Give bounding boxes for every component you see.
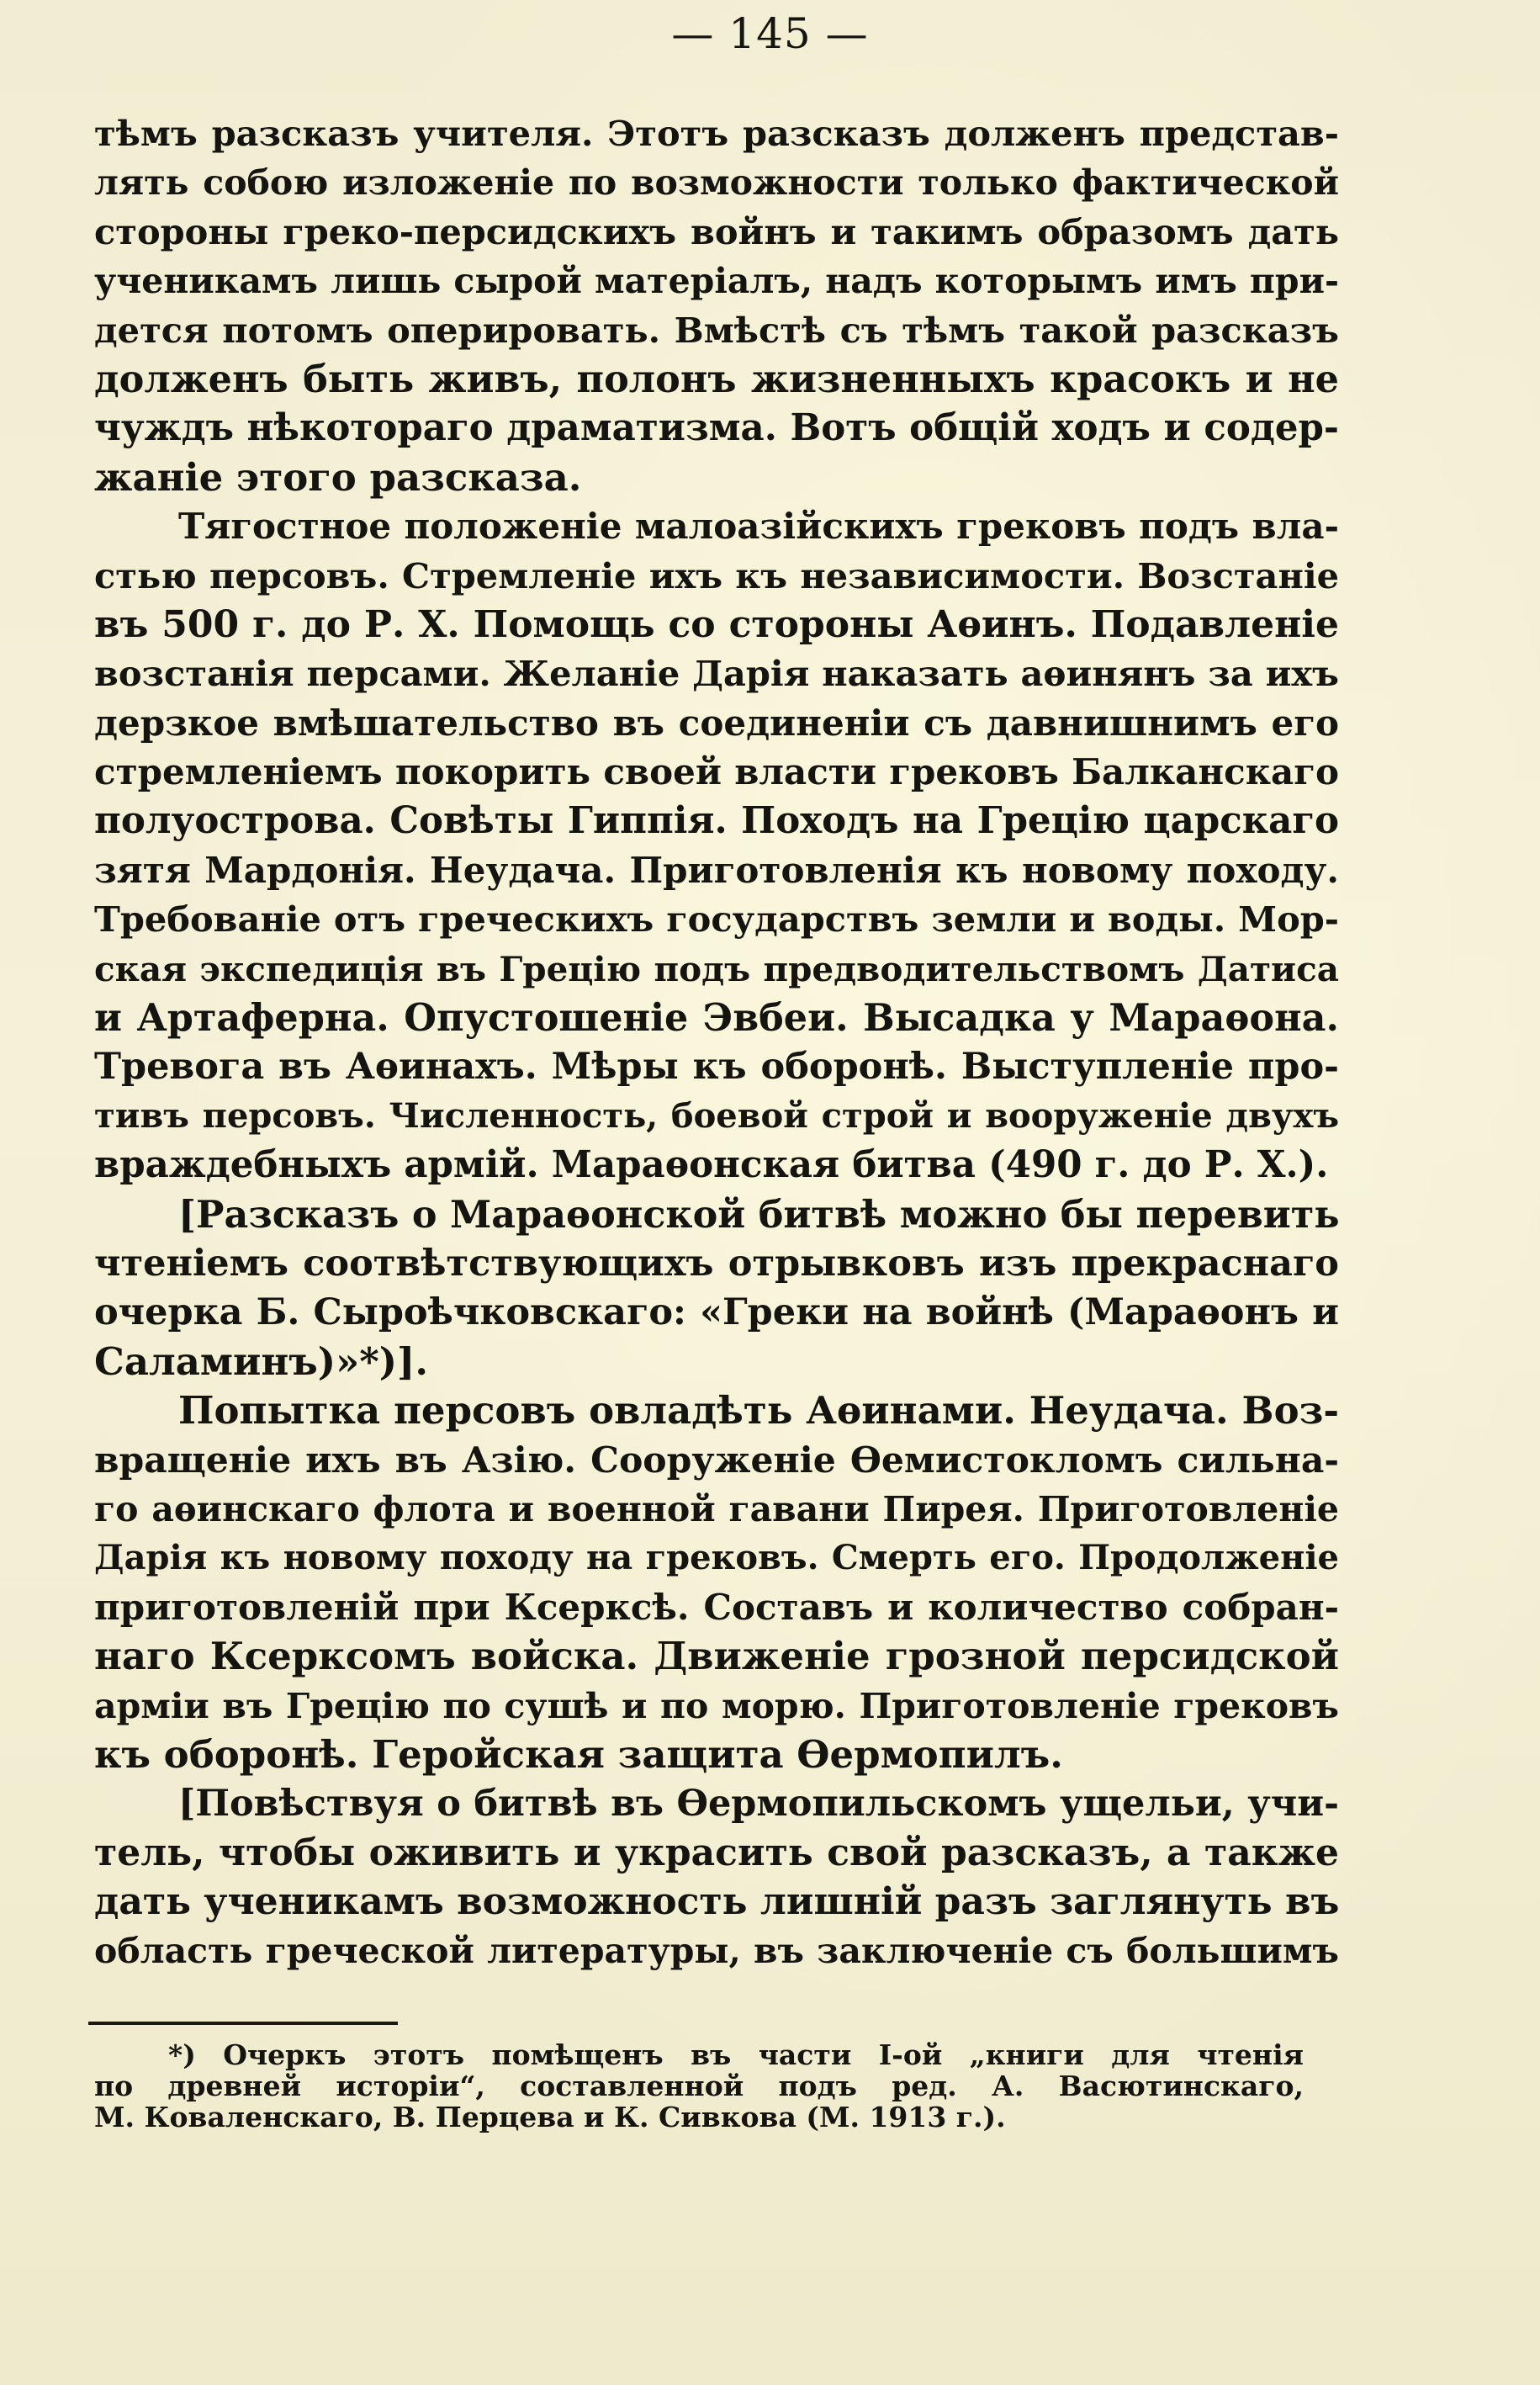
text-line: Попытка персовъ овладѣть Аѳинами. Неудача. Воз- [178,1388,1339,1434]
text-line: тѣмъ разсказъ учителя. Этотъ разсказъ долженъ представ- [94,113,1339,154]
text-line: очерка Б. Сыроѣчковскаго: «Греки на войнѣ (Мараѳонъ и [94,1291,1339,1334]
main-text [94,109,1339,1976]
text-line: дется потомъ оперировать. Вмѣстѣ съ тѣмъ такой разсказъ [94,309,1339,351]
text-line: вращеніе ихъ въ Азію. Сооруженіе Ѳемистокломъ сильна- [94,1439,1339,1481]
text-line: чуждъ нѣкотораго драматизма. Вотъ общій ходъ и содер- [94,406,1339,450]
text-line: Тревога въ Аѳинахъ. Мѣры къ оборонѣ. Выступленіе про- [94,1046,1339,1089]
text-line: возстанія персами. Желаніе Дарія наказать аѳинянъ за ихъ [94,653,1339,695]
text-line: ская экспедиція въ Грецію подъ предводительствомъ Датиса [94,948,1339,989]
text-line: [Разсказъ о Мараѳонской битвѣ можно бы перевить [178,1192,1340,1237]
text-line: приготовленій при Ксерксѣ. Составъ и количество собран- [94,1586,1339,1628]
text-line: го аѳинскаго флота и военной гавани Пирея. Приготовленіе [94,1488,1339,1529]
footnote-line: *) Очеркъ этотъ помѣщенъ въ части І-ой „книги для чтенія [168,2038,1304,2071]
text-line: стороны греко-персидскихъ войнъ и такимъ образомъ дать [94,210,1339,252]
text-line: лять собою изложеніе по возможности только фактической [94,162,1339,204]
text-line: стремленіемъ покорить своей власти грековъ Балканскаго [94,751,1339,793]
text-line: дать ученикамъ возможность лишній разъ заглянуть въ [94,1880,1340,1924]
text-line: арміи въ Грецію по сушѣ и по морю. Приготовленіе грековъ [94,1685,1339,1726]
footnote-line: по древней исторіи“, составленной подъ ред. А. Васютинскаго, [94,2070,1304,2102]
text-line: область греческой литературы, въ заключеніе съ большимъ [94,1931,1339,1972]
text-line: зятя Мардонія. Неудача. Приготовленія къ новому походу. [94,849,1339,891]
text-line: жаніе этого разсказа. [94,454,582,500]
text-line: чтеніемъ соотвѣтствующихъ отрывковъ изъ прекраснаго [94,1242,1339,1285]
text-line: дерзкое вмѣшательство въ соединеніи съ давнишнимъ его [94,702,1339,744]
text-line: полуострова. Совѣты Гиппія. Походъ на Грецію царскаго [94,799,1339,843]
footnote-line: М. Коваленскаго, В. Перцева и К. Сивкова (М. 1913 г.). [94,2101,1006,2133]
text-line: [Повѣствуя о битвѣ въ Ѳермопильскомъ ущельи, учи- [178,1783,1339,1826]
text-line: ученикамъ лишь сырой матеріалъ, надъ которымъ имъ при- [94,261,1339,302]
footnote-divider [88,2022,398,2025]
text-line: Дарія къ новому походу на грековъ. Смерть его. Продолженіе [94,1538,1339,1578]
page-number: — 145 — [671,9,869,58]
text-line: Требованіе отъ греческихъ государствъ земли и воды. Мор- [94,898,1339,941]
text-line: стью персовъ. Стремленіе ихъ къ независимости. Возстаніе [94,554,1339,596]
text-line: тель, чтобы оживить и украсить свой разсказъ, а также [94,1831,1339,1874]
text-line: наго Ксерксомъ войска. Движеніе грозной персидской [94,1634,1339,1679]
text-line: долженъ быть живъ, полонъ жизненныхъ красокъ и не [94,357,1339,401]
text-line: Тягостное положеніе малоазійскихъ грековъ подъ вла- [178,506,1339,548]
text-line: къ оборонѣ. Геройская защита Ѳермопилъ. [94,1731,1063,1777]
text-line: въ 500 г. до Р. Х. Помощь со стороны Аѳинъ. Подавленіе [94,602,1339,646]
text-line: тивъ персовъ. Численность, боевой строй и вооруженіе двухъ [94,1095,1339,1136]
text-line: Саламинъ)»*)]. [94,1338,428,1384]
footnote [94,2039,1304,2133]
text-line: и Артаферна. Опустошеніе Эвбеи. Высадка у Мараѳона. [94,996,1339,1041]
text-line: враждебныхъ армій. Мараѳонская битва (490 г. до Р. Х.). [94,1143,1329,1187]
